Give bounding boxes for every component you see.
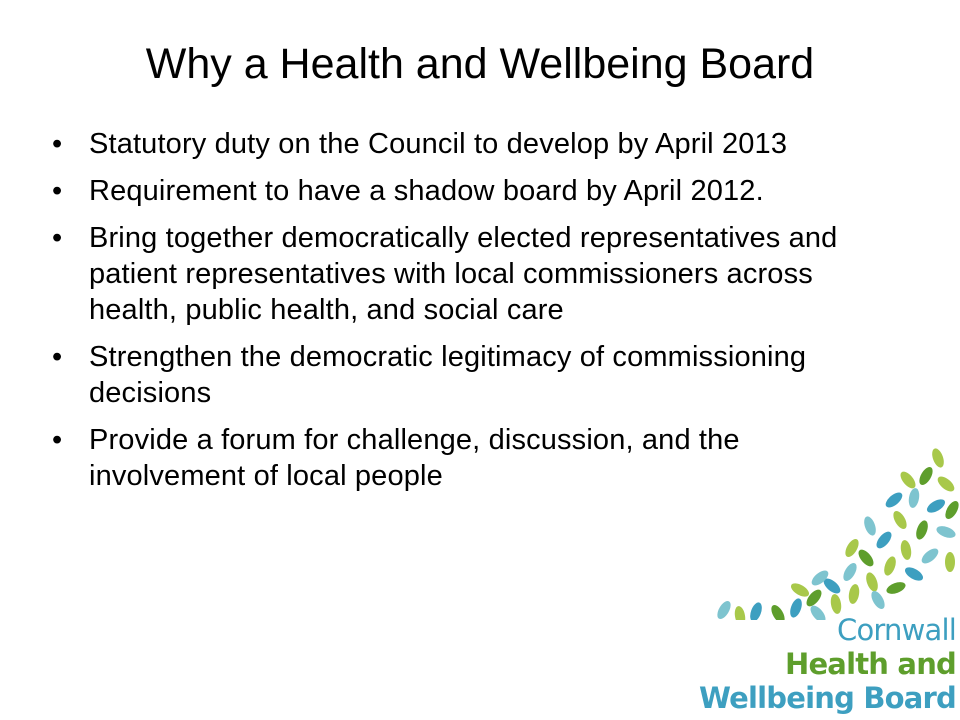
- leaf-shape: [914, 519, 930, 541]
- bullet-text: Strengthen the democratic legitimacy of commissioning decisions: [89, 341, 807, 409]
- bullet-marker: •: [52, 175, 63, 207]
- bullet-item: [52, 173, 892, 209]
- leaf-shape: [935, 474, 957, 495]
- leaf-shape: [864, 571, 880, 593]
- leaf-shape: [919, 546, 941, 567]
- leaf-shape: [788, 597, 804, 619]
- bullet-text: Requirement to have a shadow board by April 2012.: [89, 175, 764, 207]
- logo-line-cornwall: Cornwall: [837, 613, 956, 647]
- bullet-item: [52, 126, 892, 162]
- leaf-shape: [843, 537, 862, 559]
- bullet-list: [52, 126, 892, 505]
- leaf-shape: [847, 583, 860, 604]
- leaf-shape: [925, 497, 947, 516]
- leaf-shape: [748, 601, 764, 620]
- leaf-shape: [891, 509, 910, 531]
- leaf-shape: [899, 539, 912, 560]
- leaf-shape: [715, 599, 734, 620]
- leaf-shape: [862, 515, 878, 537]
- logo-line-wellbeing: Wellbeing Board: [698, 681, 956, 715]
- bullet-text: Statutory duty on the Council to develop by April 2013: [89, 128, 788, 160]
- bullet-item: [52, 339, 892, 411]
- bullet-marker: •: [52, 424, 63, 456]
- leaf-shape: [930, 447, 946, 469]
- leaf-shape: [829, 593, 842, 614]
- logo-line-health: Health and: [784, 647, 956, 681]
- bullet-item: [52, 220, 892, 328]
- leaf-shape: [917, 465, 936, 487]
- leaf-shape: [943, 499, 960, 521]
- leaf-shape: [856, 547, 877, 569]
- leaf-shape: [935, 524, 957, 540]
- leaf-shape: [903, 565, 925, 584]
- leaf-shape: [874, 529, 895, 551]
- leaf-shape: [789, 581, 811, 600]
- leaf-shape: [907, 487, 920, 508]
- leaf-shape: [945, 552, 955, 572]
- leaf-shape: [769, 603, 788, 620]
- leaf-shape: [898, 469, 919, 491]
- bullet-marker: •: [52, 128, 63, 160]
- leaf-shape: [885, 580, 907, 596]
- bullet-text: Provide a forum for challenge, discussion, and the involvement of local people: [89, 424, 740, 492]
- bullet-text: Bring together democratically elected representatives and patient representatives with local commissioners across health, public health, and social care: [89, 222, 838, 326]
- leaf-shape: [869, 589, 888, 611]
- leaf-shape: [733, 605, 746, 620]
- leaf-shape: [882, 555, 898, 577]
- bullet-item: [52, 422, 892, 494]
- bullet-marker: •: [52, 341, 63, 373]
- leaf-shape: [841, 561, 860, 583]
- slide-title: Why a Health and Wellbeing Board: [145, 40, 815, 88]
- bullet-marker: •: [52, 222, 63, 254]
